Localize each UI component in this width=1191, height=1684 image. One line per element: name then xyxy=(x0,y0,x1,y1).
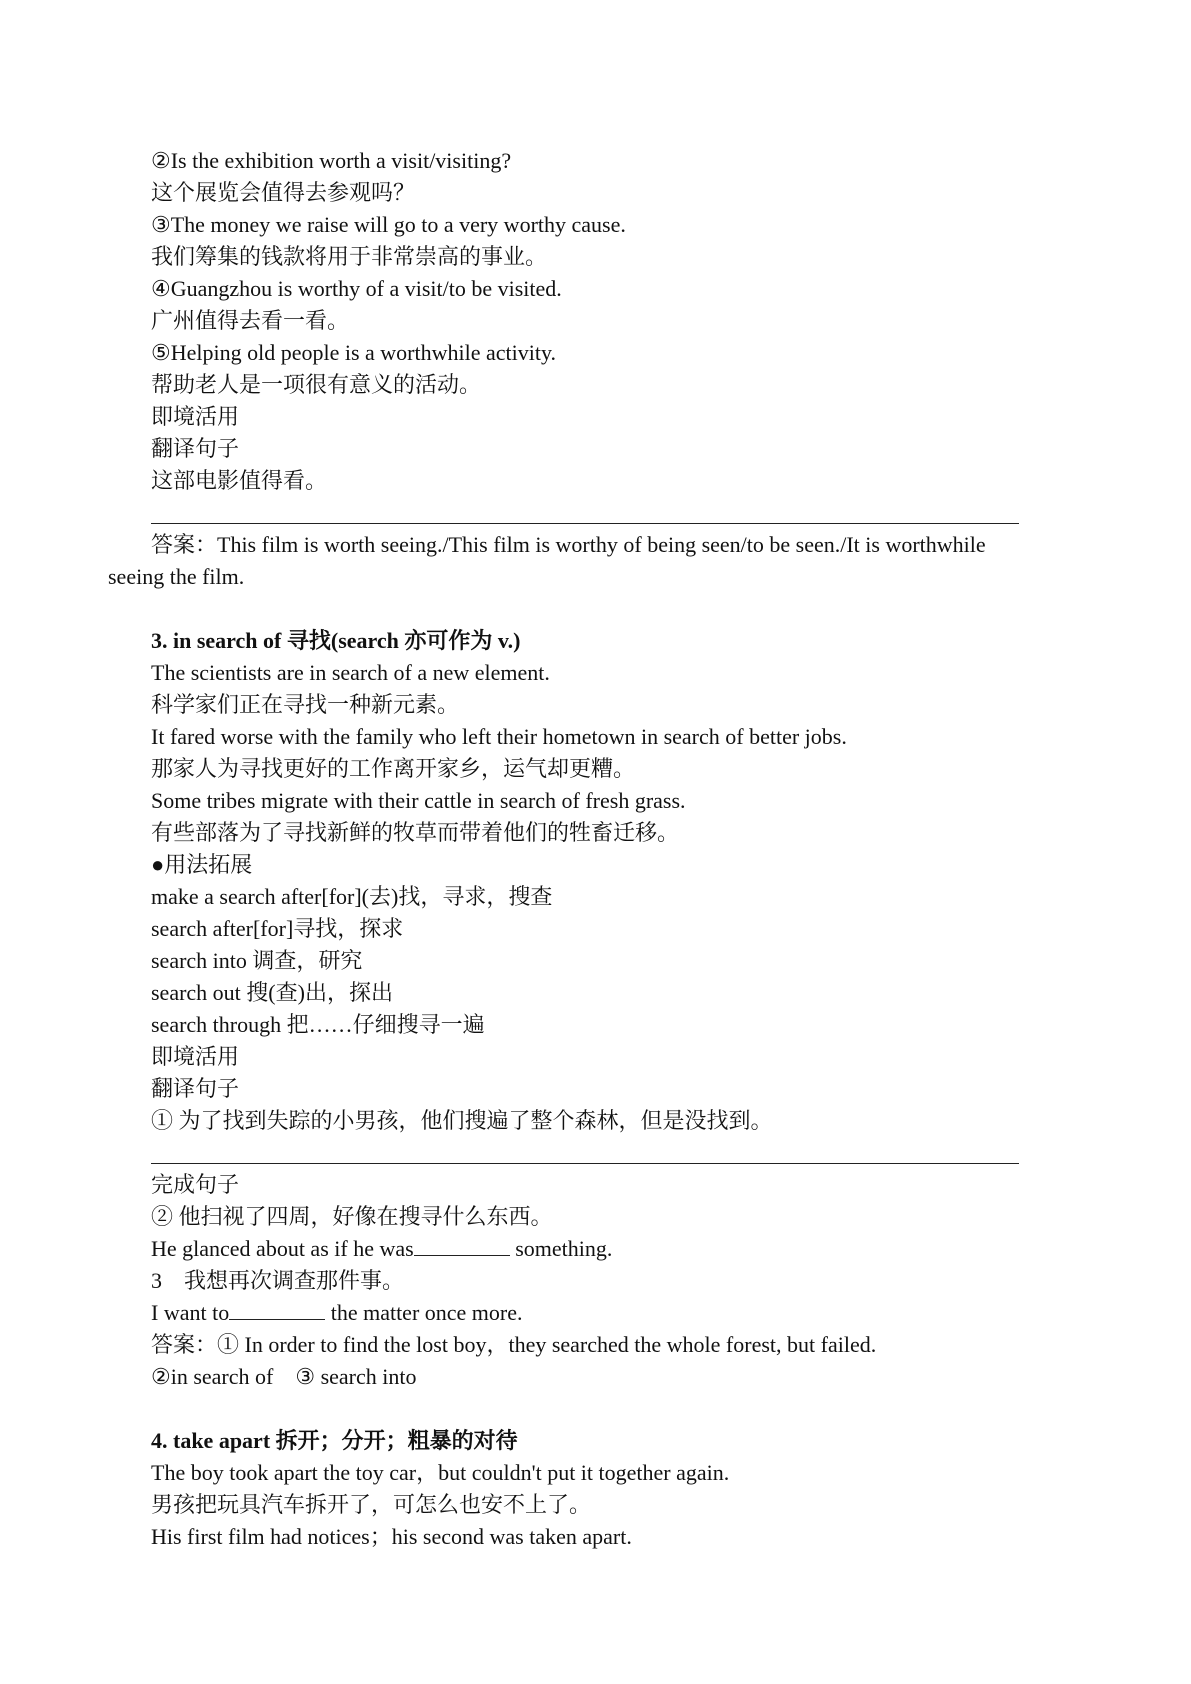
answer-text: 答案：This film is worth seeing./This film is worthy of being seen/to be seen./It is worthwhile xyxy=(151,532,986,557)
example-sentence-en: ⑤Helping old people is a worthwhile activity. xyxy=(151,340,557,365)
example-sentence-en: Some tribes migrate with their cattle in search of fresh grass. xyxy=(151,788,686,813)
section-title: 4. take apart 拆开；分开；粗暴的对待 xyxy=(151,1428,518,1453)
answer-blank-row xyxy=(108,1137,1088,1169)
complete-prompt-zh: ② 他扫视了四周，好像在搜寻什么东西。 xyxy=(151,1204,553,1229)
example-sentence-en: It fared worse with the family who left their hometown in search of better jobs. xyxy=(151,724,847,749)
complete-sentence-end: something. xyxy=(509,1236,613,1261)
document-content xyxy=(108,145,1088,1553)
example-sentence-en: The boy took apart the toy car，but couldn't put it together again. xyxy=(151,1460,730,1485)
usage-item: search through 把……仔细搜寻一遍 xyxy=(151,1012,485,1037)
example-sentence-en: His first film had notices；his second was taken apart. xyxy=(151,1524,632,1549)
answer-text: 答案：① In order to find the lost boy，they searched the whole forest, but failed. xyxy=(151,1332,877,1357)
example-sentence-en: The scientists are in search of a new element. xyxy=(151,660,550,685)
practice-heading: 即境活用 xyxy=(151,404,240,429)
complete-prompt-zh: 3 我想再次调查那件事。 xyxy=(151,1268,405,1293)
answer-blank-line xyxy=(151,523,1019,524)
section-title: 3. in search of 寻找(search 亦可作为 v.) xyxy=(151,628,521,653)
translate-prompt: 这部电影值得看。 xyxy=(151,468,328,493)
fill-in-blank xyxy=(414,1233,510,1256)
example-sentence-en: ③The money we raise will go to a very worthy cause. xyxy=(151,212,626,237)
translate-heading: 翻译句子 xyxy=(151,1076,240,1101)
answer-text-continued: ②in search of ③ search into xyxy=(151,1364,417,1389)
example-sentence-zh: 男孩把玩具汽车拆开了，可怎么也安不上了。 xyxy=(151,1492,592,1517)
example-sentence-zh: 这个展览会值得去参观吗？ xyxy=(151,180,416,205)
complete-sentence-start: I want to xyxy=(151,1300,230,1325)
example-sentence-zh: 广州值得去看一看。 xyxy=(151,308,350,333)
usage-heading: ●用法拓展 xyxy=(151,852,253,877)
example-sentence-en: ②Is the exhibition worth a visit/visiting? xyxy=(151,148,512,173)
complete-heading: 完成句子 xyxy=(151,1172,240,1197)
complete-sentence-en xyxy=(108,1297,1088,1329)
complete-sentence-start: He glanced about as if he was xyxy=(151,1236,414,1261)
example-sentence-zh: 我们筹集的钱款将用于非常崇高的事业。 xyxy=(151,244,548,269)
complete-sentence-end: the matter once more. xyxy=(325,1300,523,1325)
section-gap xyxy=(108,593,1088,625)
answer-text-continued: seeing the film. xyxy=(108,564,245,589)
example-sentence-zh: 那家人为寻找更好的工作离开家乡，运气却更糟。 xyxy=(151,756,636,781)
example-sentence-en: ④Guangzhou is worthy of a visit/to be visited. xyxy=(151,276,562,301)
example-sentence-zh: 有些部落为了寻找新鲜的牧草而带着他们的牲畜迁移。 xyxy=(151,820,680,845)
complete-sentence-en xyxy=(108,1233,1088,1265)
section-gap xyxy=(108,1393,1088,1425)
usage-item: search after[for]寻找，探求 xyxy=(151,916,404,941)
fill-in-blank xyxy=(229,1297,325,1320)
translate-prompt: ① 为了找到失踪的小男孩，他们搜遍了整个森林，但是没找到。 xyxy=(151,1108,773,1133)
translate-heading: 翻译句子 xyxy=(151,436,240,461)
answer-blank-row xyxy=(108,497,1088,529)
example-sentence-zh: 帮助老人是一项很有意义的活动。 xyxy=(151,372,482,397)
usage-item: make a search after[for](去)找，寻求，搜查 xyxy=(151,884,553,909)
usage-item: search into 调查，研究 xyxy=(151,948,363,973)
usage-item: search out 搜(查)出，探出 xyxy=(151,980,393,1005)
answer-blank-line xyxy=(151,1163,1019,1164)
practice-heading: 即境活用 xyxy=(151,1044,240,1069)
example-sentence-zh: 科学家们正在寻找一种新元素。 xyxy=(151,692,460,717)
